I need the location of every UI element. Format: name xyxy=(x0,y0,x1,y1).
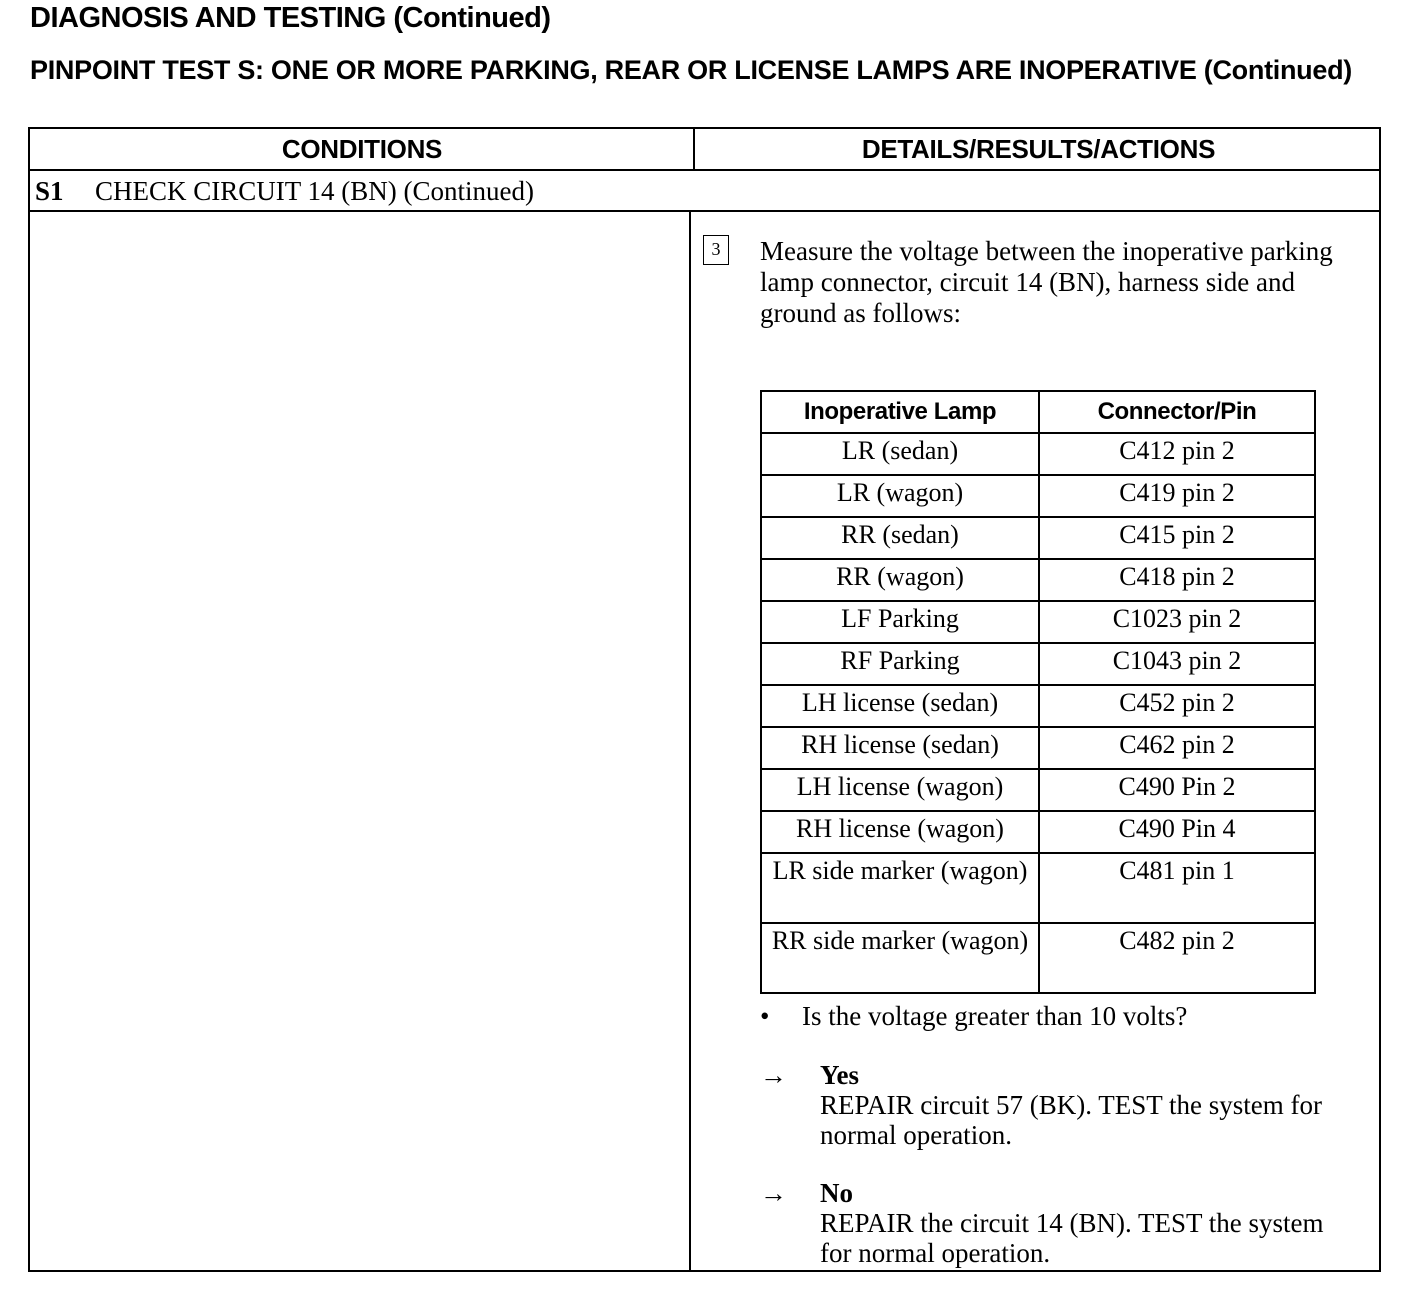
lamp-cell: LR side marker (wagon) xyxy=(761,853,1039,923)
body-divider xyxy=(689,212,691,1272)
header-divider xyxy=(693,129,695,169)
lamp-column-header: Inoperative Lamp xyxy=(761,391,1039,433)
lamp-connector-table xyxy=(760,390,1316,994)
step-row xyxy=(35,173,534,209)
lamp-cell: RH license (sedan) xyxy=(761,727,1039,769)
lamp-cell: RR side marker (wagon) xyxy=(761,923,1039,993)
lamp-cell: LH license (sedan) xyxy=(761,685,1039,727)
header-rule xyxy=(30,169,1379,171)
lamp-cell: RR (wagon) xyxy=(761,559,1039,601)
table-row xyxy=(761,769,1315,811)
answer-no-text: REPAIR the circuit 14 (BN). TEST the system for normal operation. xyxy=(820,1208,1324,1268)
connector-cell: C415 pin 2 xyxy=(1039,517,1315,559)
step-number-box: 3 xyxy=(703,235,729,265)
step-title: CHECK CIRCUIT 14 (BN) (Continued) xyxy=(95,176,534,206)
lamp-table-header-row xyxy=(761,391,1315,433)
connector-column-header: Connector/Pin xyxy=(1039,391,1315,433)
instruction-text: Measure the voltage between the inoperative parking lamp connector, circuit 14 (BN), harness side and ground as follows: xyxy=(760,236,1333,328)
connector-cell: C1043 pin 2 xyxy=(1039,643,1315,685)
question-text: Is the voltage greater than 10 volts? xyxy=(802,1001,1188,1031)
conditions-header: CONDITIONS xyxy=(281,134,443,164)
connector-cell: C462 pin 2 xyxy=(1039,727,1315,769)
arrow-right-icon: → xyxy=(760,1178,787,1208)
step-rule xyxy=(30,210,1379,212)
connector-cell: C481 pin 1 xyxy=(1039,853,1315,923)
table-row xyxy=(761,811,1315,853)
table-row xyxy=(761,853,1315,923)
arrow-right-icon: → xyxy=(760,1060,787,1090)
connector-cell: C482 pin 2 xyxy=(1039,923,1315,993)
table-row xyxy=(761,475,1315,517)
lamp-cell: RH license (wagon) xyxy=(761,811,1039,853)
connector-cell: C1023 pin 2 xyxy=(1039,601,1315,643)
lamp-cell: LR (sedan) xyxy=(761,433,1039,475)
table-row xyxy=(761,685,1315,727)
answer-yes-text: REPAIR circuit 57 (BK). TEST the system for normal operation. xyxy=(820,1090,1322,1150)
connector-cell: C418 pin 2 xyxy=(1039,559,1315,601)
connector-cell: C412 pin 2 xyxy=(1039,433,1315,475)
lamp-cell: LR (wagon) xyxy=(761,475,1039,517)
step-id: S1 xyxy=(35,176,64,206)
table-row xyxy=(761,923,1315,993)
bullet-icon: • xyxy=(760,1001,770,1031)
table-row xyxy=(761,559,1315,601)
question xyxy=(760,1000,1187,1032)
answer-yes-label: Yes xyxy=(820,1060,859,1090)
table-row xyxy=(761,727,1315,769)
lamp-cell: RR (sedan) xyxy=(761,517,1039,559)
details-header: DETAILS/RESULTS/ACTIONS xyxy=(861,134,1216,164)
connector-cell: C490 Pin 2 xyxy=(1039,769,1315,811)
connector-cell: C490 Pin 4 xyxy=(1039,811,1315,853)
lamp-cell: LH license (wagon) xyxy=(761,769,1039,811)
pinpoint-test-title: PINPOINT TEST S: ONE OR MORE PARKING, REAR OR LICENSE LAMPS ARE INOPERATIVE (Continued) xyxy=(30,55,1352,85)
connector-cell: C452 pin 2 xyxy=(1039,685,1315,727)
table-row xyxy=(761,433,1315,475)
table-row xyxy=(761,517,1315,559)
connector-cell: C419 pin 2 xyxy=(1039,475,1315,517)
table-row xyxy=(761,643,1315,685)
lamp-cell: LF Parking xyxy=(761,601,1039,643)
table-row xyxy=(761,601,1315,643)
lamp-cell: RF Parking xyxy=(761,643,1039,685)
answer-no-label: No xyxy=(820,1178,853,1208)
page-title: DIAGNOSIS AND TESTING (Continued) xyxy=(30,2,551,34)
